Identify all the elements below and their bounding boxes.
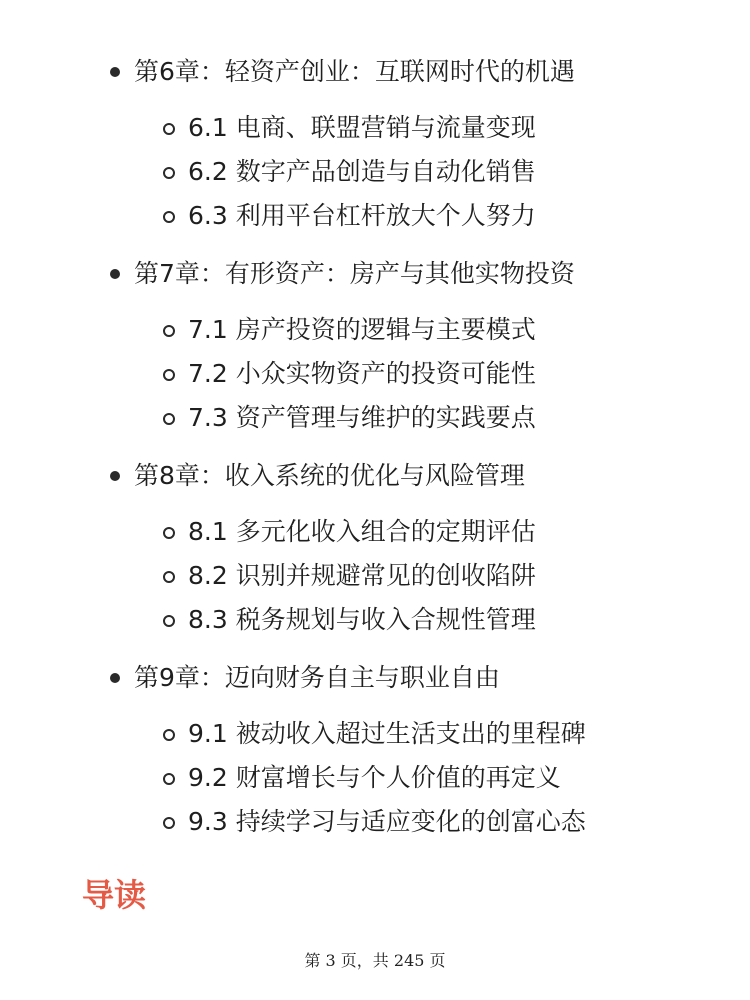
section-title: 7.1 房产投资的逻辑与主要模式 [188, 315, 536, 344]
chapter-title: 第7章：有形资产：房产与其他实物投资 [134, 259, 575, 288]
chapter-title: 第9章：迈向财务自主与职业自由 [134, 663, 500, 692]
bullet-circle-icon [163, 817, 175, 829]
section-title: 8.2 识别并规避常见的创收陷阱 [188, 561, 536, 590]
bullet-circle-icon [163, 413, 175, 425]
bullet-disc-icon [110, 67, 120, 77]
section-item [0, 354, 750, 394]
section-title: 9.2 财富增长与个人价值的再定义 [188, 763, 561, 792]
section-item [0, 758, 750, 798]
section-item [0, 310, 750, 350]
section-title: 6.3 利用平台杠杆放大个人努力 [188, 201, 536, 230]
section-item [0, 152, 750, 192]
section-title: 8.3 税务规划与收入合规性管理 [188, 605, 536, 634]
bullet-circle-icon [163, 615, 175, 627]
section-title: 8.1 多元化收入组合的定期评估 [188, 517, 536, 546]
section-title: 7.2 小众实物资产的投资可能性 [188, 359, 536, 388]
page-footer: 第 3 页，共 245 页 [304, 951, 446, 970]
section-item [0, 398, 750, 438]
bullet-circle-icon [163, 123, 175, 135]
section-item [0, 556, 750, 596]
bullet-disc-icon [110, 471, 120, 481]
bullet-circle-icon [163, 773, 175, 785]
chapter-item [0, 52, 750, 92]
section-title: 7.3 资产管理与维护的实践要点 [188, 403, 536, 432]
bullet-disc-icon [110, 269, 120, 279]
bullet-circle-icon [163, 211, 175, 223]
section-title: 6.1 电商、联盟营销与流量变现 [188, 113, 536, 142]
section-item [0, 600, 750, 640]
bullet-circle-icon [163, 325, 175, 337]
bullet-circle-icon [163, 571, 175, 583]
bullet-circle-icon [163, 729, 175, 741]
section-title: 9.1 被动收入超过生活支出的里程碑 [188, 719, 586, 748]
section-heading: 导读 [82, 876, 147, 914]
chapter-item [0, 254, 750, 294]
section-item [0, 512, 750, 552]
bullet-circle-icon [163, 167, 175, 179]
section-item [0, 108, 750, 148]
section-title: 6.2 数字产品创造与自动化销售 [188, 157, 536, 186]
bullet-disc-icon [110, 673, 120, 683]
bullet-circle-icon [163, 527, 175, 539]
section-item [0, 802, 750, 842]
bullet-circle-icon [163, 369, 175, 381]
chapter-item [0, 456, 750, 496]
chapter-title: 第8章：收入系统的优化与风险管理 [134, 461, 525, 490]
chapter-item [0, 658, 750, 698]
section-item [0, 196, 750, 236]
chapter-title: 第6章：轻资产创业：互联网时代的机遇 [134, 57, 575, 86]
section-item [0, 714, 750, 754]
section-title: 9.3 持续学习与适应变化的创富心态 [188, 807, 586, 836]
